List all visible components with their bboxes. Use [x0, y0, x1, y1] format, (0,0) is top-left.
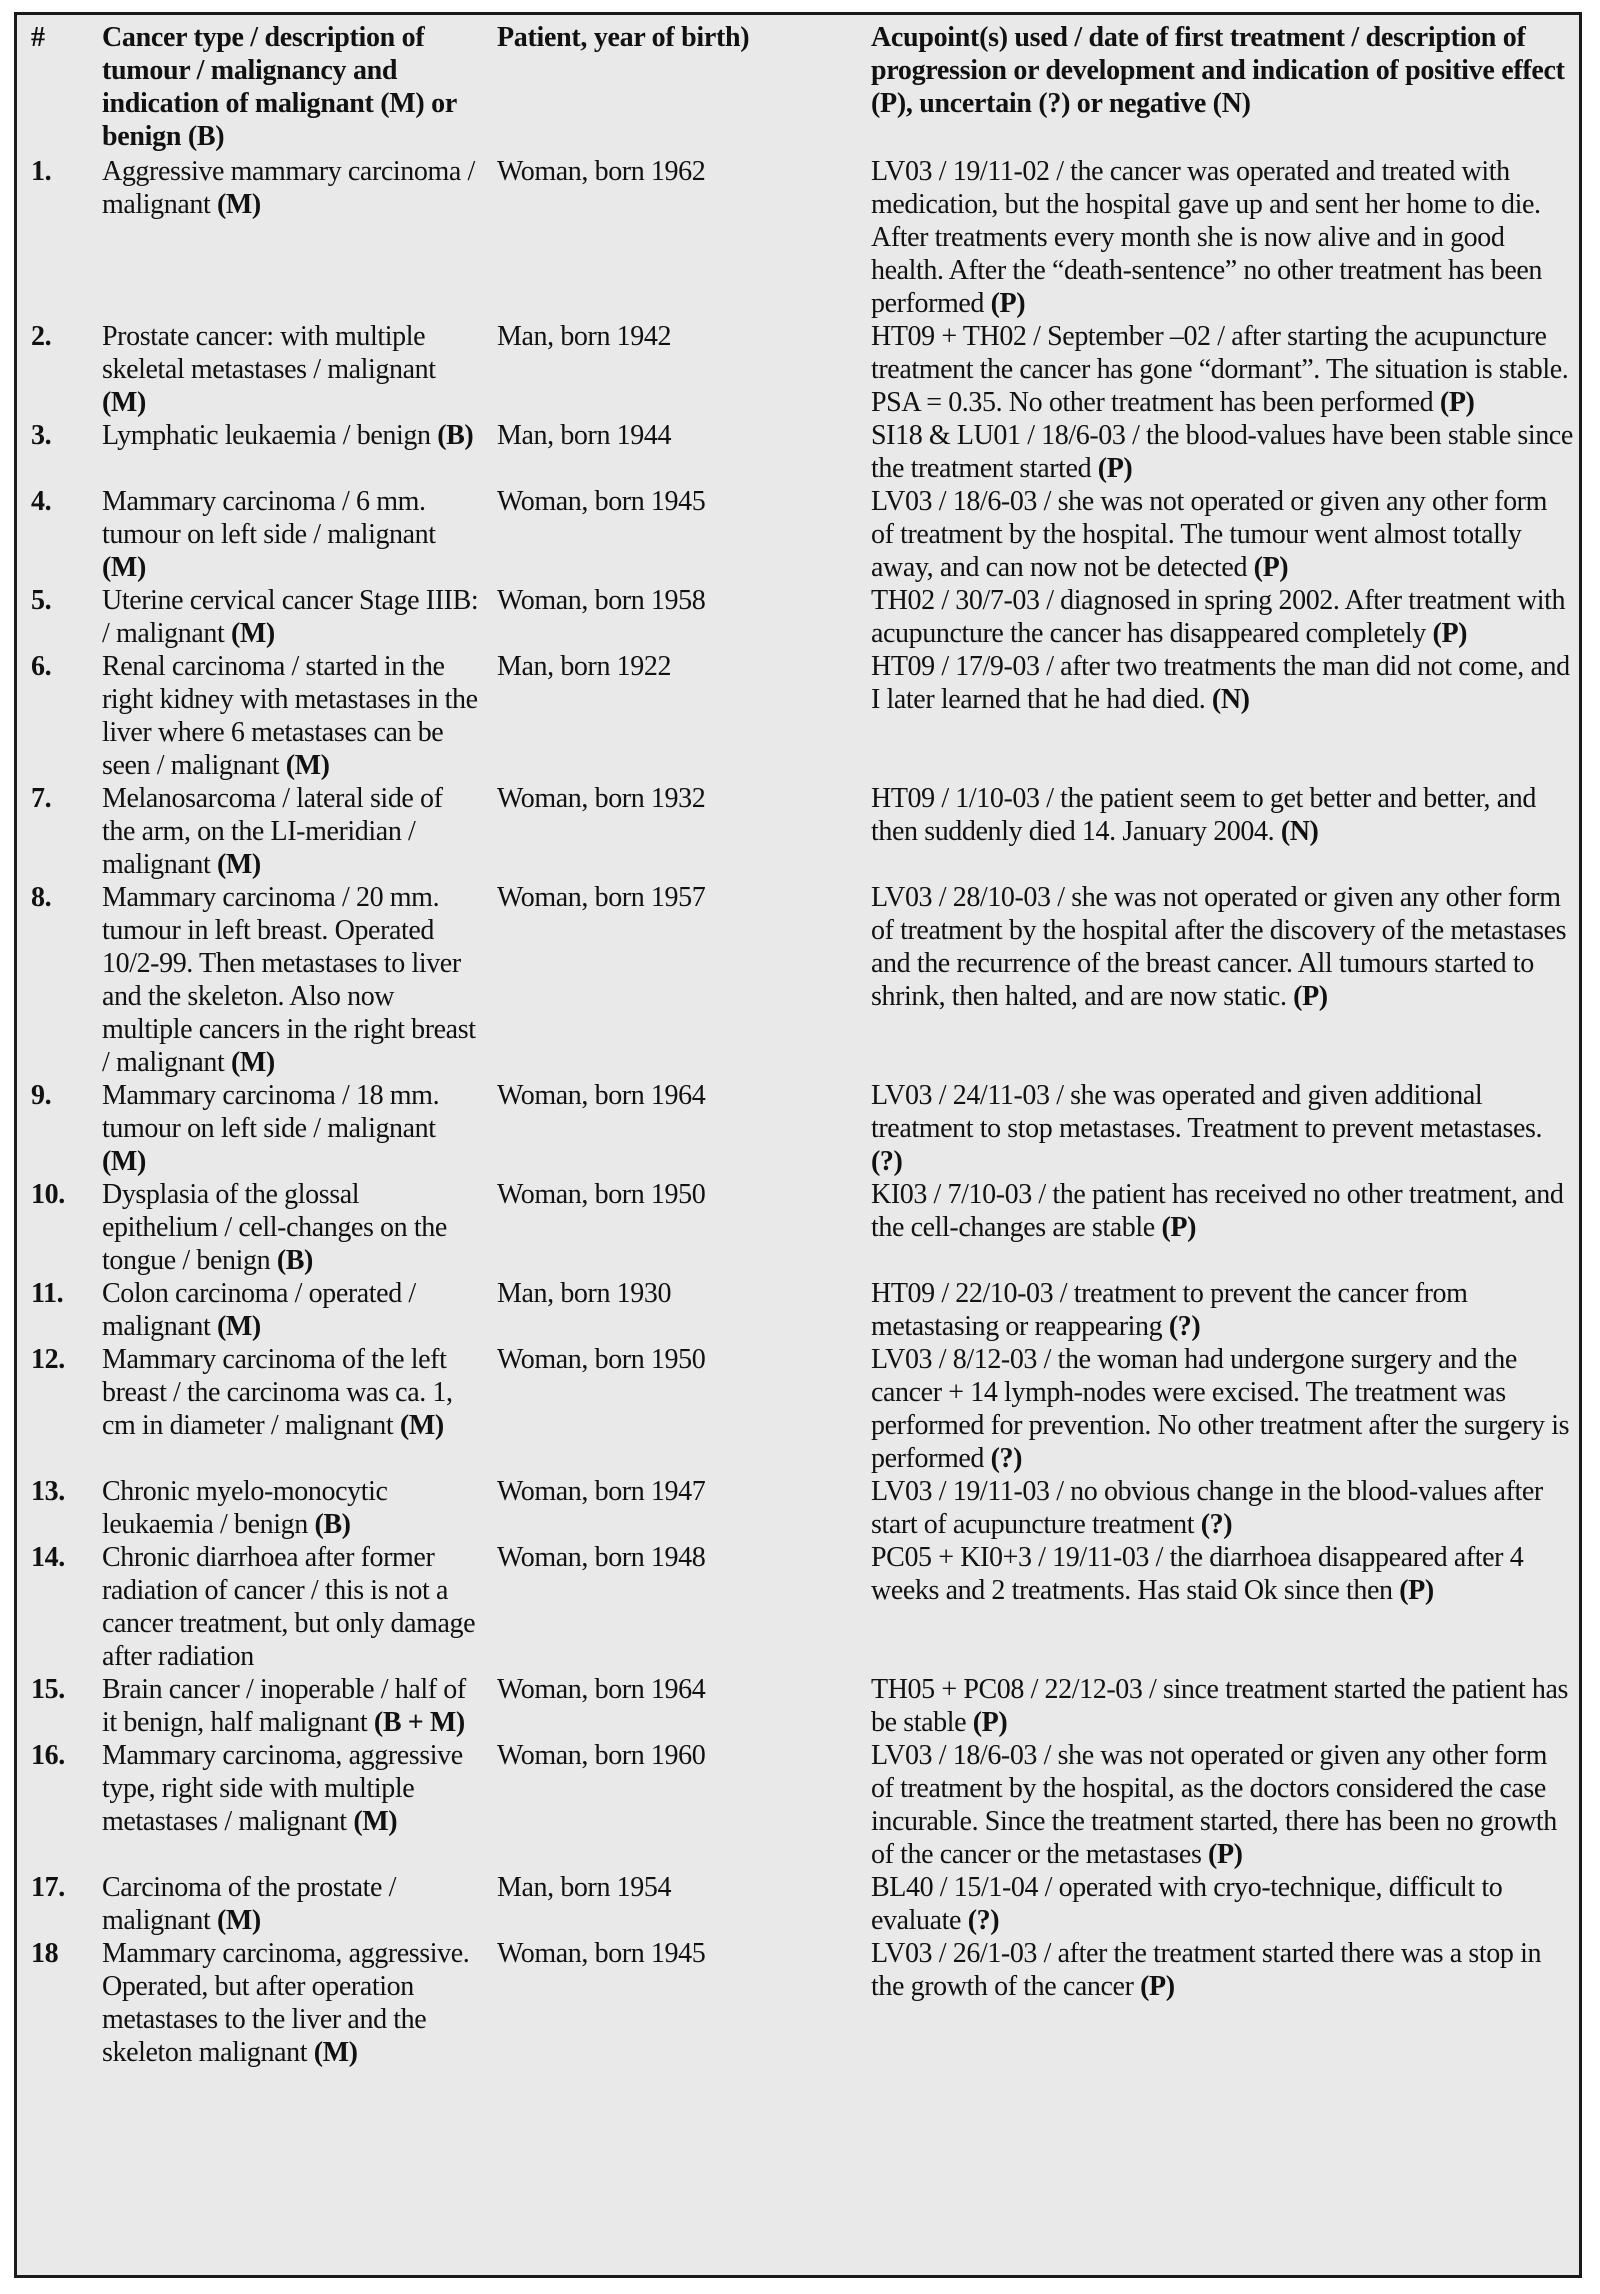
row-number: 10.	[31, 1179, 65, 1210]
cancer-type-text: Mammary carcinoma / 6 mm. tumour on left side / malignant	[102, 486, 436, 550]
cancer-type-cell	[92, 782, 487, 881]
patient-cell: Man, born 1922	[497, 651, 672, 682]
row-number: 9.	[31, 1080, 52, 1111]
row-number: 16.	[31, 1740, 65, 1771]
cancer-type-text: Melanosarcoma / lateral side of the arm, on the LI-meridian / malignant	[102, 783, 443, 880]
cancer-type-text: Uterine cervical cancer Stage IIIB: / malignant	[102, 585, 479, 649]
table-row	[17, 320, 1581, 419]
malignancy-mark: (B)	[314, 1509, 351, 1540]
cancer-type-text: Dysplasia of the glossal epithelium / cell-changes on the tongue / benign	[102, 1179, 447, 1276]
malignancy-mark: (M)	[216, 1311, 261, 1342]
acupoint-text: HT09 / 22/10-03 / treatment to prevent the cancer from metastasing or reappearing	[871, 1278, 1468, 1342]
patient-cell: Woman, born 1945	[497, 1938, 706, 1969]
row-number: 18	[31, 1938, 59, 1969]
patient-cell: Woman, born 1957	[497, 882, 706, 913]
patient-cell: Man, born 1930	[497, 1278, 672, 1309]
cancer-type-cell	[92, 1673, 487, 1739]
patient-cell: Woman, born 1947	[497, 1476, 706, 1507]
acupoint-text: LV03 / 19/11-03 / no obvious change in the blood-values after start of acupuncture treatment	[871, 1476, 1543, 1540]
cancer-type-text: Renal carcinoma / started in the right kidney with metastases in the liver where 6 metastases can be seen / malignant	[102, 651, 478, 781]
malignancy-mark: (M)	[313, 2037, 358, 2068]
header-cancer-type: Cancer type / description of tumour / malignancy and indication of malignant (M) or benign (B)	[102, 22, 457, 152]
acupoint-text: LV03 / 26/1-03 / after the treatment started there was a stop in the growth of the cancer	[871, 1938, 1542, 2002]
row-number: 1.	[31, 156, 52, 187]
malignancy-mark: (M)	[216, 849, 261, 880]
malignancy-mark: (M)	[216, 1905, 261, 1936]
acupoint-cell	[861, 155, 1581, 320]
cancer-type-cell	[92, 881, 487, 1079]
cancer-type-text: Prostate cancer: with multiple skeletal metastases / malignant	[102, 321, 436, 385]
acupoint-cell	[861, 1343, 1581, 1475]
acupoint-text: LV03 / 24/11-03 / she was operated and given additional treatment to stop metastases. Treatment to prevent metastases.	[871, 1080, 1543, 1144]
malignancy-mark: (M)	[230, 618, 275, 649]
effect-mark: (P)	[1439, 387, 1475, 418]
effect-mark: (P)	[1140, 1971, 1175, 2002]
malignancy-mark: (M)	[285, 750, 330, 781]
acupoint-text: HT09 + TH02 / September –02 / after starting the acupuncture treatment the cancer has gone “dormant”. The situation is stable. PSA = 0.35. No other treatment has been performed	[871, 321, 1569, 418]
cancer-type-cell	[92, 1739, 487, 1871]
malignancy-mark: (B + M)	[373, 1707, 465, 1738]
patient-cell: Woman, born 1962	[497, 156, 706, 187]
cancer-type-cell	[92, 1343, 487, 1475]
acupoint-text: HT09 / 1/10-03 / the patient seem to get better and better, and then suddenly died 14. January 2004.	[871, 783, 1536, 847]
cancer-type-text: Carcinoma of the prostate / malignant	[102, 1872, 396, 1936]
patient-cell: Woman, born 1950	[497, 1344, 706, 1375]
cancer-type-cell	[92, 584, 487, 650]
acupoint-cell	[861, 485, 1581, 584]
acupoint-cell	[861, 1937, 1581, 2069]
row-number: 11.	[31, 1278, 64, 1309]
acupoint-text: BL40 / 15/1-04 / operated with cryo-technique, difficult to evaluate	[871, 1872, 1503, 1936]
patient-cell: Woman, born 1948	[497, 1542, 706, 1573]
row-number: 15.	[31, 1674, 65, 1705]
malignancy-mark: (B)	[276, 1245, 313, 1276]
acupoint-text: LV03 / 28/10-03 / she was not operated or given any other form of treatment by the hospital after the discovery of the metastases and the recurrence of the breast cancer. All tumours started to shrink, then halted, and are now static.	[871, 882, 1567, 1012]
effect-mark: (P)	[1097, 453, 1133, 484]
acupoint-text: PC05 + KI0+3 / 19/11-03 / the diarrhoea disappeared after 4 weeks and 2 treatments. Has staid Ok since then	[871, 1542, 1524, 1606]
acupoint-text: LV03 / 8/12-03 / the woman had undergone surgery and the cancer + 14 lymph-nodes were excised. The treatment was performed for prevention. No other treatment after the surgery is performed	[871, 1344, 1570, 1474]
malignancy-mark: (B)	[437, 420, 474, 451]
acupoint-cell	[861, 1673, 1581, 1739]
cancer-type-cell	[92, 1937, 487, 2069]
effect-mark: (P)	[1208, 1839, 1243, 1870]
row-number: 17.	[31, 1872, 65, 1903]
malignancy-mark: (M)	[102, 1146, 146, 1177]
table-row	[17, 1343, 1581, 1475]
effect-mark: (?)	[1168, 1311, 1201, 1342]
cancer-type-text: Aggressive mammary carcinoma / malignant	[102, 156, 475, 220]
row-number: 14.	[31, 1542, 65, 1573]
row-number: 3.	[31, 420, 52, 451]
acupoint-cell	[861, 881, 1581, 1079]
cancer-type-text: Mammary carcinoma / 18 mm. tumour on left side / malignant	[102, 1080, 440, 1144]
malignancy-mark: (M)	[230, 1047, 275, 1078]
row-number: 6.	[31, 651, 52, 682]
cancer-type-cell	[92, 1541, 487, 1673]
acupoint-cell	[861, 1277, 1581, 1343]
cancer-type-text: Colon carcinoma / operated / malignant	[102, 1278, 416, 1342]
table-row	[17, 1739, 1581, 1871]
table-row	[17, 1937, 1581, 2069]
malignancy-mark: (M)	[216, 189, 261, 220]
effect-mark: (P)	[1293, 981, 1328, 1012]
cancer-type-text: Chronic myelo-monocytic leukaemia / benign	[102, 1476, 388, 1540]
acupoint-cell	[861, 1871, 1581, 1937]
cancer-type-text: Mammary carcinoma of the left breast / the carcinoma was ca. 1, cm in diameter / malignant	[102, 1344, 453, 1441]
cancer-type-text: Lymphatic leukaemia / benign	[102, 420, 431, 451]
cancer-type-cell	[92, 155, 487, 320]
effect-mark: (P)	[1399, 1575, 1434, 1606]
table-row	[17, 1541, 1581, 1673]
row-number: 4.	[31, 486, 52, 517]
patient-cell: Woman, born 1932	[497, 783, 706, 814]
acupoint-text: TH02 / 30/7-03 / diagnosed in spring 2002. After treatment with acupuncture the cancer has disappeared completely	[871, 585, 1566, 649]
acupoint-cell	[861, 1079, 1581, 1178]
table-row	[17, 1277, 1581, 1343]
header-acupoint: Acupoint(s) used / date of first treatment / description of progression or development and indication of positive effect (P), uncertain (?) or negative (N)	[871, 22, 1565, 119]
cancer-type-cell	[92, 1178, 487, 1277]
acupoint-cell	[861, 419, 1581, 485]
cancer-type-text: Brain cancer / inoperable / half of it benign, half malignant	[102, 1674, 466, 1738]
table-header-row	[17, 15, 1581, 155]
acupoint-text: LV03 / 18/6-03 / she was not operated or given any other form of treatment by the hospital, as the doctors considered the case incurable. Since the treatment started, there has been no growth of the cancer or the metastases	[871, 1740, 1557, 1870]
cancer-type-text: Chronic diarrhoea after former radiation of cancer / this is not a cancer treatment, but only damage after radiation	[102, 1542, 476, 1672]
acupoint-text: LV03 / 18/6-03 / she was not operated or given any other form of treatment by the hospital. The tumour went almost totally away, and can now not be detected	[871, 486, 1547, 583]
malignancy-mark: (M)	[353, 1806, 398, 1837]
acupoint-cell	[861, 650, 1581, 782]
effect-mark: (N)	[1280, 816, 1319, 847]
cancer-type-cell	[92, 320, 487, 419]
cancer-type-text: Mammary carcinoma / 20 mm. tumour in left breast. Operated 10/2-99. Then metastases to liver and the skeleton. Also now multiple cancers in the right breast / malignant	[102, 882, 476, 1078]
table-row	[17, 650, 1581, 782]
patient-cell: Woman, born 1945	[497, 486, 706, 517]
cancer-type-cell	[92, 1475, 487, 1541]
row-number: 2.	[31, 321, 52, 352]
acupoint-cell	[861, 1739, 1581, 1871]
table-row	[17, 1475, 1581, 1541]
patient-cell: Man, born 1944	[497, 420, 672, 451]
table-row	[17, 1079, 1581, 1178]
cancer-type-cell	[92, 419, 487, 485]
table-row	[17, 881, 1581, 1079]
malignancy-mark: (M)	[102, 387, 146, 418]
malignancy-mark: (M)	[399, 1410, 444, 1441]
acupoint-text: KI03 / 7/10-03 / the patient has received no other treatment, and the cell-changes are stable	[871, 1179, 1564, 1243]
effect-mark: (P)	[1253, 552, 1289, 583]
acupoint-cell	[861, 1475, 1581, 1541]
effect-mark: (P)	[1432, 618, 1468, 649]
header-number: #	[31, 22, 45, 53]
patient-cell: Woman, born 1964	[497, 1080, 706, 1111]
table-row	[17, 1673, 1581, 1739]
malignancy-mark: (M)	[102, 552, 146, 583]
row-number: 13.	[31, 1476, 65, 1507]
table-row	[17, 485, 1581, 584]
effect-mark: (N)	[1211, 684, 1250, 715]
effect-mark: (P)	[1161, 1212, 1196, 1243]
acupoint-cell	[861, 782, 1581, 881]
cancer-type-cell	[92, 1277, 487, 1343]
header-patient: Patient, year of birth)	[497, 22, 750, 53]
row-number: 7.	[31, 783, 52, 814]
acupoint-text: HT09 / 17/9-03 / after two treatments the man did not come, and I later learned that he had died.	[871, 651, 1570, 715]
effect-mark: (?)	[967, 1905, 1000, 1936]
cancer-type-cell	[92, 650, 487, 782]
cancer-type-cell	[92, 1871, 487, 1937]
patient-cell: Woman, born 1958	[497, 585, 706, 616]
patient-cell: Man, born 1942	[497, 321, 672, 352]
acupoint-cell	[861, 1541, 1581, 1673]
table-row	[17, 1871, 1581, 1937]
table-row	[17, 782, 1581, 881]
effect-mark: (?)	[990, 1443, 1023, 1474]
effect-mark: (P)	[990, 288, 1026, 319]
table-row	[17, 155, 1581, 320]
patient-cell: Woman, born 1960	[497, 1740, 706, 1771]
patient-cell: Woman, born 1950	[497, 1179, 706, 1210]
acupoint-cell	[861, 1178, 1581, 1277]
table-row	[17, 584, 1581, 650]
acupoint-text: TH05 + PC08 / 22/12-03 / since treatment started the patient has be stable	[871, 1674, 1569, 1738]
patient-cell: Man, born 1954	[497, 1872, 672, 1903]
cancer-treatment-table	[17, 15, 1581, 2069]
patient-cell: Woman, born 1964	[497, 1674, 706, 1705]
cancer-type-text: Mammary carcinoma, aggressive. Operated, but after operation metastases to the liver and the skeleton malignant	[102, 1938, 470, 2068]
row-number: 5.	[31, 585, 52, 616]
acupoint-text: SI18 & LU01 / 18/6-03 / the blood-values have been stable since the treatment started	[871, 420, 1573, 484]
effect-mark: (?)	[871, 1146, 903, 1177]
cancer-type-cell	[92, 1079, 487, 1178]
acupoint-cell	[861, 584, 1581, 650]
row-number: 8.	[31, 882, 52, 913]
effect-mark: (?)	[1200, 1509, 1233, 1540]
acupoint-text: LV03 / 19/11-02 / the cancer was operated and treated with medication, but the hospital gave up and sent her home to die. After treatments every month she is now alive and in good health. After the “death-sentence” no other treatment has been performed	[871, 156, 1542, 319]
cancer-type-cell	[92, 485, 487, 584]
effect-mark: (P)	[972, 1707, 1008, 1738]
table-row	[17, 419, 1581, 485]
cancer-type-text: Mammary carcinoma, aggressive type, right side with multiple metastases / malignant	[102, 1740, 463, 1837]
table-frame	[14, 12, 1582, 2278]
row-number: 12.	[31, 1344, 65, 1375]
acupoint-cell	[861, 320, 1581, 419]
table-row	[17, 1178, 1581, 1277]
